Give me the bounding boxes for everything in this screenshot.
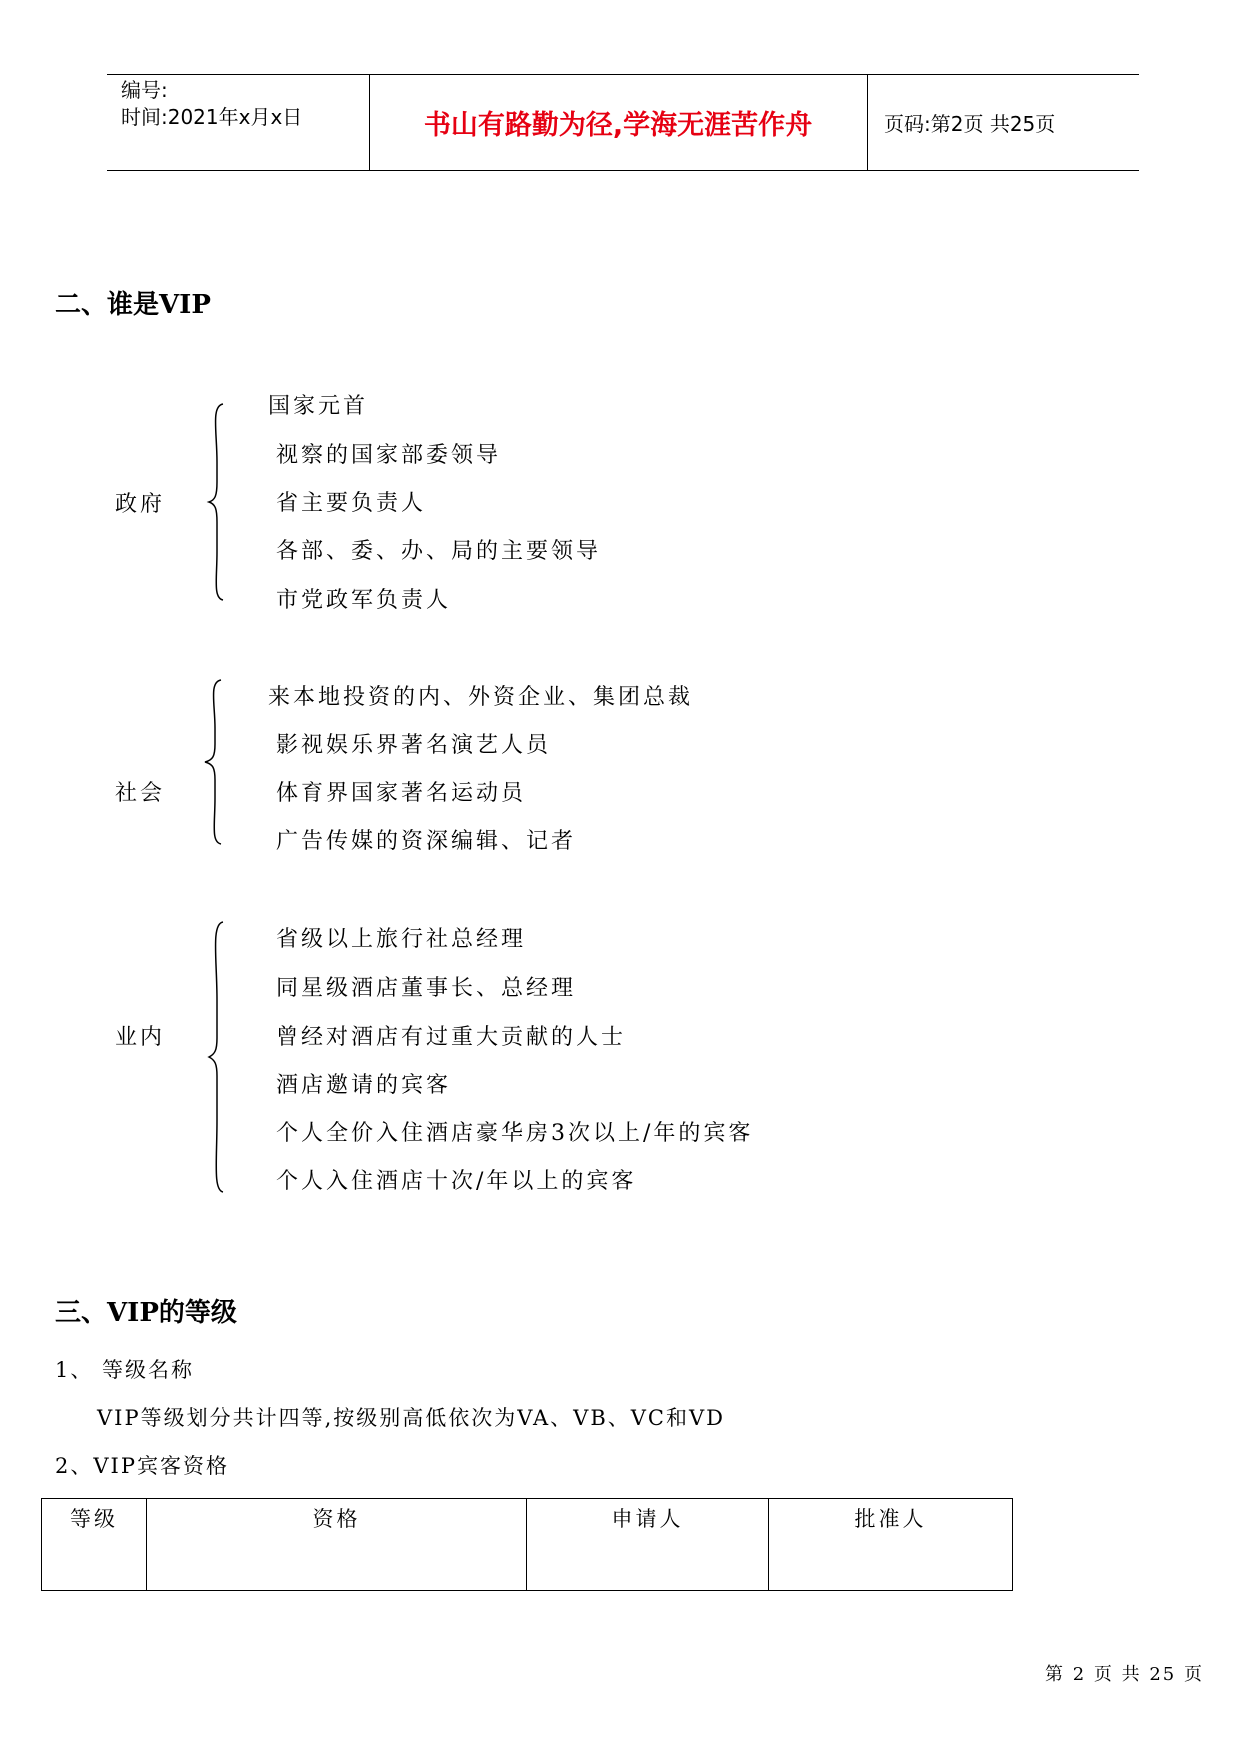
list-item: 省级以上旅行社总经理 xyxy=(276,927,527,952)
table-header-qualification: 资格 xyxy=(147,1499,527,1591)
page-footer: 第 2 页 共 25 页 xyxy=(1045,1664,1204,1685)
group-label-society: 社会 xyxy=(115,781,166,806)
list-item: 影视娱乐界著名演艺人员 xyxy=(276,733,552,758)
list-item: 市党政军负责人 xyxy=(276,588,452,613)
serial-label: 编号: xyxy=(121,78,168,102)
list-item: 来本地投资的内、外资企业、集团总裁 xyxy=(268,685,694,710)
section-3-title: 三、VIP的等级 xyxy=(55,1298,237,1328)
list-item: 同星级酒店董事长、总经理 xyxy=(276,976,577,1001)
list-item: 体育界国家著名运动员 xyxy=(276,781,527,806)
list-item: 个人全价入住酒店豪华房3次以上/年的宾客 xyxy=(276,1121,754,1146)
paragraph-level-desc: VIP等级划分共计四等,按级别高低依次为VA、VB、VC和VD xyxy=(97,1406,726,1430)
table-row xyxy=(42,1499,1013,1591)
header-motto: 书山有路勤为径,学海无涯苦作舟 xyxy=(423,110,813,141)
subheading-guest-qualification: 2、VIP宾客资格 xyxy=(55,1454,229,1478)
group-label-industry: 业内 xyxy=(115,1025,166,1050)
list-item: 广告传媒的资深编辑、记者 xyxy=(276,829,577,854)
list-item: 各部、委、办、局的主要领导 xyxy=(276,539,602,564)
brace-icon xyxy=(203,678,223,846)
subheading-level-name: 1、 等级名称 xyxy=(55,1358,195,1382)
list-item: 国家元首 xyxy=(268,394,369,419)
header-page-info: 页码:第2页 共25页 xyxy=(884,112,1056,136)
brace-icon xyxy=(205,920,225,1194)
section-2-title: 二、谁是VIP xyxy=(55,290,211,320)
group-label-government: 政府 xyxy=(115,492,166,517)
header-divider xyxy=(867,75,868,170)
table-header-level: 等级 xyxy=(42,1499,147,1591)
list-item: 省主要负责人 xyxy=(276,491,427,516)
list-item: 视察的国家部委领导 xyxy=(276,443,502,468)
time-label: 时间:2021年x月x日 xyxy=(121,105,303,129)
page-header xyxy=(107,74,1139,171)
vip-qualification-table xyxy=(41,1498,1013,1591)
brace-icon xyxy=(205,402,225,602)
table-header-applicant: 申请人 xyxy=(527,1499,769,1591)
list-item: 曾经对酒店有过重大贡献的人士 xyxy=(276,1025,627,1050)
list-item: 酒店邀请的宾客 xyxy=(276,1073,452,1098)
list-item: 个人入住酒店十次/年以上的宾客 xyxy=(276,1169,637,1194)
table-header-approver: 批准人 xyxy=(769,1499,1013,1591)
header-left xyxy=(121,77,302,131)
